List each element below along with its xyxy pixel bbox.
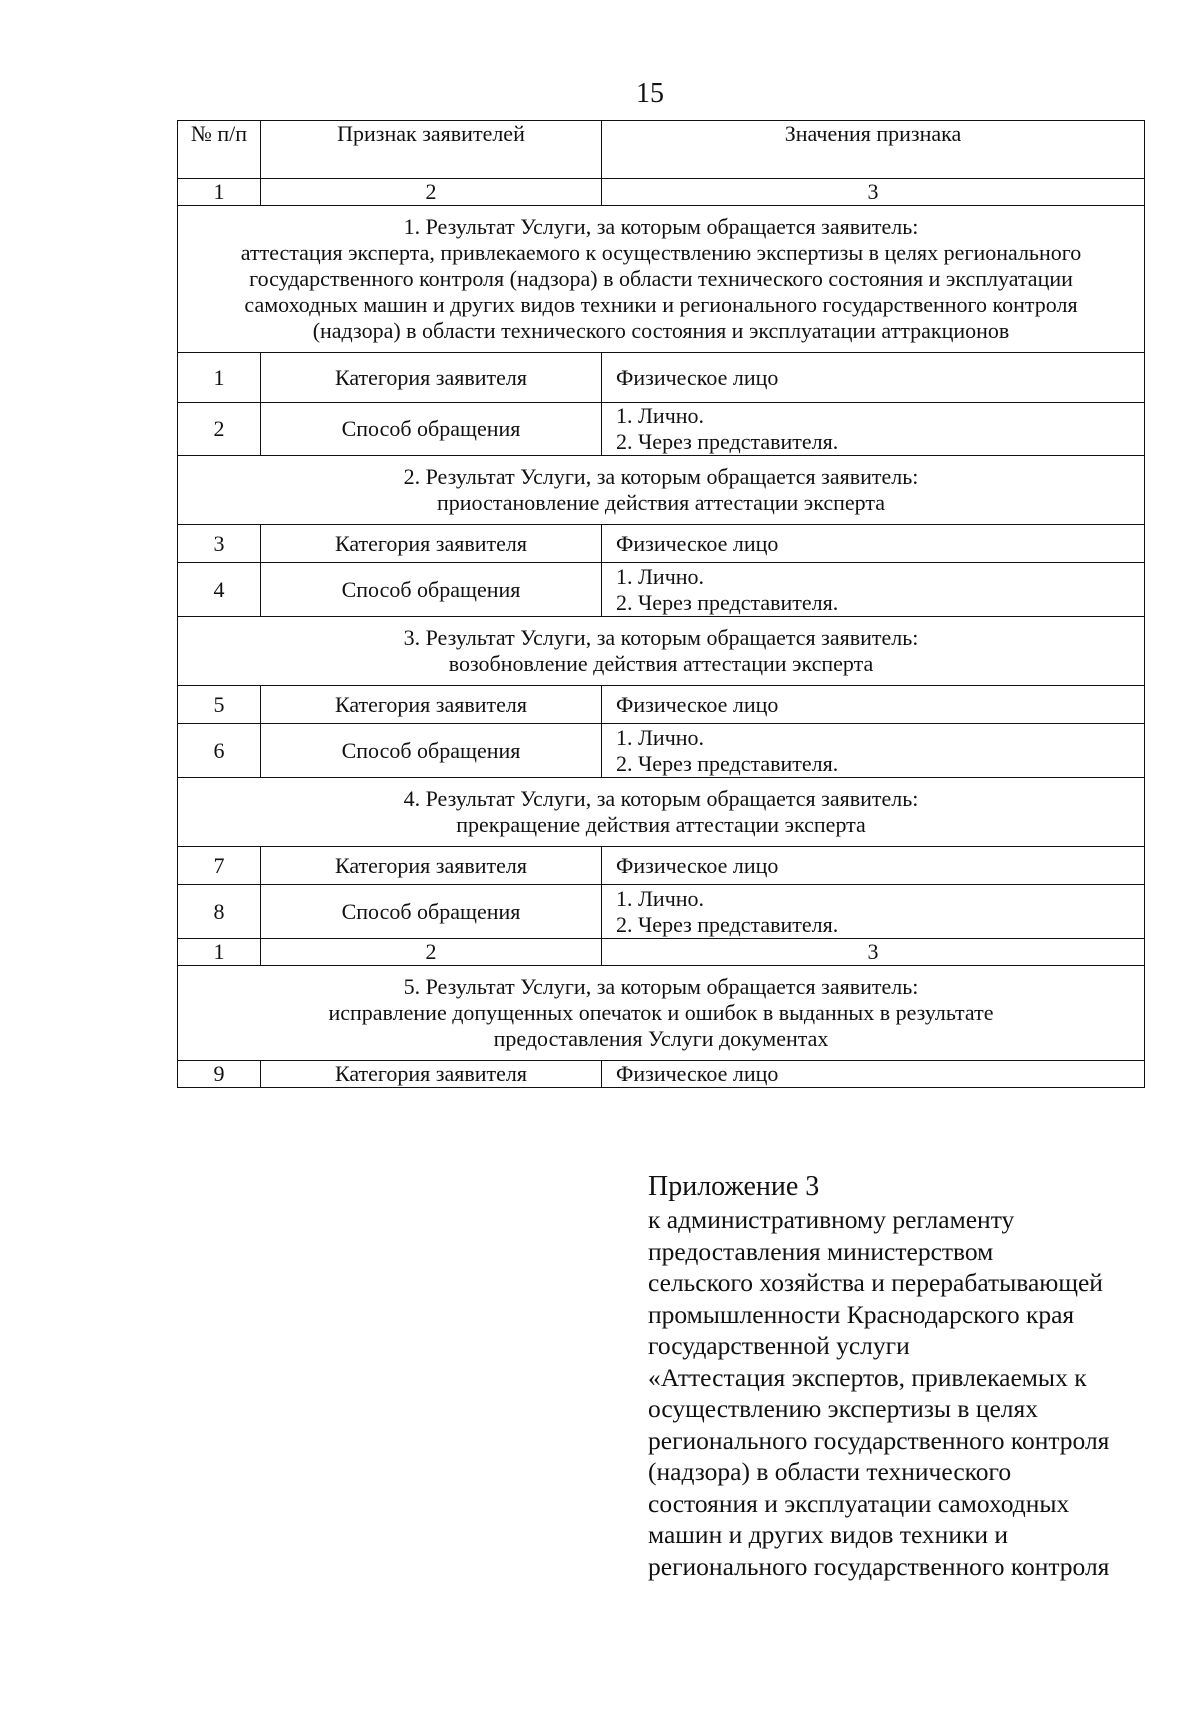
section-row (178, 456, 1145, 525)
row-attribute: Категория заявителя (261, 686, 602, 724)
row-attribute: Категория заявителя (261, 847, 602, 885)
section-title-line: возобновление действия аттестации эксперта (448, 651, 874, 676)
value-line: 1. Лично. (616, 403, 705, 428)
row-number: 3 (178, 525, 261, 563)
table-row (178, 403, 1145, 456)
value-line: 1. Лично. (616, 563, 705, 589)
column-number-3: 3 (602, 939, 1145, 966)
row-attribute: Способ обращения (261, 403, 602, 456)
appendix-line: регионального государственного контроля (648, 1425, 1110, 1455)
table-header-row (178, 121, 1145, 179)
appendix-line: машин и других видов техники и (648, 1520, 1009, 1549)
value-line: 2. Через представителя. (616, 750, 839, 776)
appendix-line: (надзора) в области технического (648, 1457, 1012, 1486)
value-line: 2. Через представителя. (616, 429, 839, 454)
section-title-line: прекращение действия аттестации эксперта (456, 812, 866, 837)
appendix-line: сельского хозяйства и перерабатывающей (648, 1268, 1103, 1297)
section-title-line: самоходных машин и других видов техники и регионального государственного контроля (244, 292, 1078, 317)
column-number-1: 1 (178, 179, 261, 206)
header-value-cell: Значения признака (602, 121, 1145, 179)
appendix-line: промышленности Краснодарского края (648, 1299, 1075, 1329)
table-row (178, 353, 1145, 403)
value-line: 2. Через представителя. (616, 589, 839, 615)
value-line: 1. Лично. (616, 885, 705, 911)
section-title-line: исправление допущенных опечаток и ошибок в выданных в результате (328, 1000, 994, 1025)
table-row (178, 1061, 1145, 1088)
row-number: 6 (178, 724, 261, 778)
appendix-line: регионального государственного контроля (648, 1551, 1110, 1581)
row-value (602, 885, 1145, 939)
column-number-row (178, 939, 1145, 966)
row-number: 7 (178, 847, 261, 885)
row-number: 9 (178, 1061, 261, 1088)
table-row (178, 563, 1145, 617)
section-row (178, 778, 1145, 847)
section-title-line: предоставления Услуги документах (493, 1026, 829, 1051)
header-number-cell: № п/п (178, 121, 261, 179)
row-attribute: Способ обращения (261, 724, 602, 778)
section-title-line: 4. Результат Услуги, за которым обращается заявитель: (403, 786, 919, 811)
column-number-row (178, 179, 1145, 206)
row-attribute: Способ обращения (261, 563, 602, 617)
appendix-block (648, 1170, 1188, 1582)
applicant-attributes-table (177, 120, 1145, 1088)
appendix-line: состояния и эксплуатации самоходных (648, 1488, 1070, 1518)
section-title-line: приостановление действия аттестации эксперта (436, 490, 886, 515)
row-attribute: Способ обращения (261, 885, 602, 939)
appendix-line: осуществлению экспертизы в целях (648, 1394, 1038, 1423)
appendix-line: предоставления министерством (648, 1236, 994, 1266)
section-row (178, 966, 1145, 1061)
appendix-line: к административному регламенту (648, 1205, 1015, 1234)
row-value: Физическое лицо (602, 525, 1145, 563)
appendix-line: государственной услуги (648, 1331, 910, 1360)
row-value (602, 403, 1145, 456)
section-title-line: 2. Результат Услуги, за которым обращается заявитель: (403, 464, 919, 489)
row-attribute: Категория заявителя (261, 525, 602, 563)
section-title (178, 206, 1145, 353)
section-row (178, 206, 1145, 353)
row-number: 1 (178, 353, 261, 403)
section-row (178, 617, 1145, 686)
row-value: Физическое лицо (602, 353, 1145, 403)
row-number: 2 (178, 403, 261, 456)
section-title-line: 1. Результат Услуги, за которым обращается заявитель: (403, 214, 919, 239)
section-title-line: (надзора) в области технического состояния и эксплуатации аттракционов (312, 318, 1010, 343)
column-number-2: 2 (261, 179, 602, 206)
appendix-line: «Аттестация экспертов, привлекаемых к (648, 1362, 1087, 1392)
row-number: 8 (178, 885, 261, 939)
section-title-line: 3. Результат Услуги, за которым обращается заявитель: (403, 625, 919, 650)
section-title-line: государственного контроля (надзора) в области технического состояния и эксплуатации (249, 266, 1073, 291)
row-value (602, 563, 1145, 617)
row-number: 5 (178, 686, 261, 724)
table-row (178, 686, 1145, 724)
section-title (178, 617, 1145, 686)
row-value: Физическое лицо (602, 1061, 1145, 1088)
value-line: 1. Лично. (616, 724, 705, 750)
row-number: 4 (178, 563, 261, 617)
value-line: 2. Через представителя. (616, 911, 839, 937)
table-row (178, 847, 1145, 885)
page-number: 15 (636, 78, 664, 109)
column-number-2: 2 (261, 939, 602, 966)
section-title (178, 966, 1145, 1061)
table-row (178, 724, 1145, 778)
row-attribute: Категория заявителя (261, 353, 602, 403)
table-row (178, 885, 1145, 939)
section-title (178, 456, 1145, 525)
section-title (178, 778, 1145, 847)
header-attribute-cell: Признак заявителей (261, 121, 602, 179)
table-row (178, 525, 1145, 563)
section-title-line: 5. Результат Услуги, за которым обращается заявитель: (403, 974, 919, 999)
appendix-title: Приложение 3 (648, 1171, 820, 1202)
column-number-1: 1 (178, 939, 261, 966)
row-value (602, 724, 1145, 778)
row-value: Физическое лицо (602, 686, 1145, 724)
row-value: Физическое лицо (602, 847, 1145, 885)
column-number-3: 3 (602, 179, 1145, 206)
row-attribute: Категория заявителя (261, 1061, 602, 1088)
section-title-line: аттестация эксперта, привлекаемого к осуществлению экспертизы в целях регионального (240, 240, 1082, 265)
